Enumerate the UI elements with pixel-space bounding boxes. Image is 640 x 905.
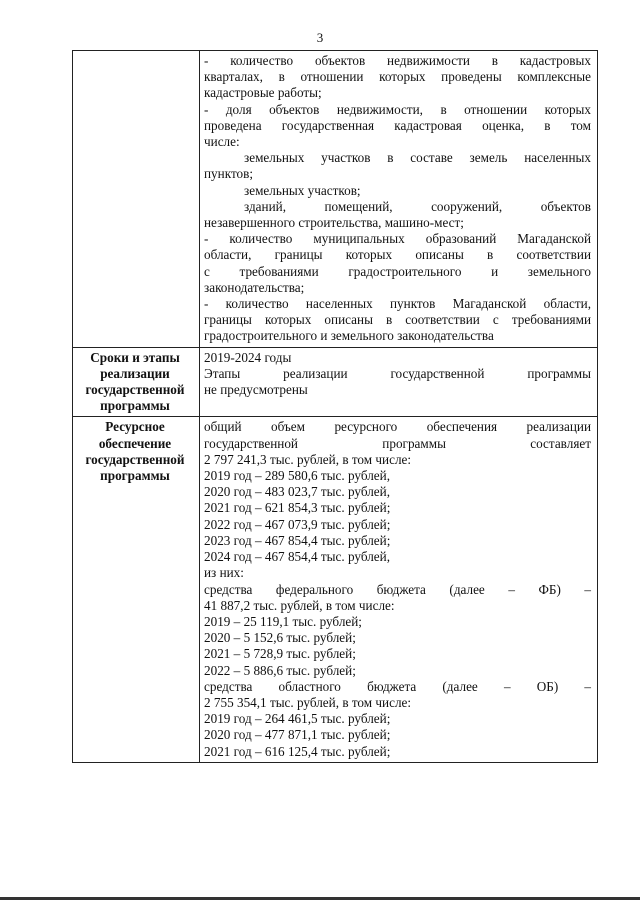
text-line: 2021 год – 621 854,3 тыс. рублей; [204,500,391,516]
text-line: области, границы которых описаны в соответствии [204,247,591,263]
text-line: 2020 – 5 152,6 тыс. рублей; [204,630,356,646]
text-line: законодательства; [204,279,305,295]
page-number: 3 [316,30,324,45]
text-line: 2020 год – 477 871,1 тыс. рублей; [204,727,391,743]
text-line: 2019 год – 264 461,5 тыс. рублей; [204,711,391,727]
text-line: Этапы реализации государственной программы [204,365,591,381]
scan-bottom-edge [0,897,640,900]
text-line: земельных участков в составе земель населенных [244,150,591,166]
text-line: 2023 год – 467 854,4 тыс. рублей; [204,532,391,548]
text-line: 2021 год – 616 125,4 тыс. рублей; [204,743,391,759]
text-line: - количество муниципальных образований Магаданской [204,231,591,247]
table-row-resources [73,417,598,762]
text-line: кварталах, в отношении которых проведены комплексные [204,69,591,85]
text-line: зданий, помещений, сооружений, объектов [244,198,591,214]
text-line: не предусмотрены [204,382,308,398]
text-line: 2019 год – 289 580,6 тыс. рублей, [204,468,390,484]
text-line: 2 797 241,3 тыс. рублей, в том числе: [204,451,412,467]
text-line: - доля объектов недвижимости, в отношении которых [204,101,591,117]
text-line: 2022 год – 467 073,9 тыс. рублей; [204,516,391,532]
text-line: градостроительного и земельного законодательства [204,328,494,344]
text-line: земельных участков; [244,182,361,198]
text-line: 41 887,2 тыс. рублей, в том числе: [204,597,395,613]
text-line: 2 755 354,1 тыс. рублей, в том числе: [204,694,412,710]
table-row-terms [73,347,598,417]
text-line: пунктов; [204,166,254,182]
indicators-cell [200,51,598,348]
text-line: - количество населенных пунктов Магаданской области, [204,296,591,312]
text-line: числе: [204,134,240,150]
text-line: с требованиями градостроительного и земельного [204,263,591,279]
text-line: средства областного бюджета (далее – ОБ) – [204,678,591,694]
text-line: общий объем ресурсного обеспечения реализации [204,419,591,435]
resources-cell [200,417,598,762]
text-line: 2019 – 25 119,1 тыс. рублей; [204,613,362,629]
text-line: из них: [204,565,244,581]
text-line: границы которых описаны в соответствии с требованиями [204,312,591,328]
text-line: незавершенного строительства, машино-мест; [204,215,464,231]
row-label-empty [73,51,200,348]
text-line: проведена государственная кадастровая оценка, в том [204,117,591,133]
text-line: 2019-2024 годы [204,349,292,365]
text-line: 2020 год – 483 023,7 тыс. рублей, [204,484,390,500]
text-line: 2021 – 5 728,9 тыс. рублей; [204,646,356,662]
text-line: средства федерального бюджета (далее – ФБ) – [204,581,591,597]
row-label-terms: Сроки и этапы реализации государственной программы [73,347,200,417]
text-line: кадастровые работы; [204,85,322,101]
terms-cell [200,347,598,417]
text-line: государственной программы составляет [204,435,591,451]
row-label-resources: Ресурсное обеспечение государственной программы [73,417,200,762]
text-line: 2024 год – 467 854,4 тыс. рублей, [204,549,390,565]
text-line: - количество объектов недвижимости в кадастровых [204,53,591,68]
table-row-indicators [73,51,598,348]
program-passport-table [72,50,598,763]
text-line: 2022 – 5 886,6 тыс. рублей; [204,662,356,678]
